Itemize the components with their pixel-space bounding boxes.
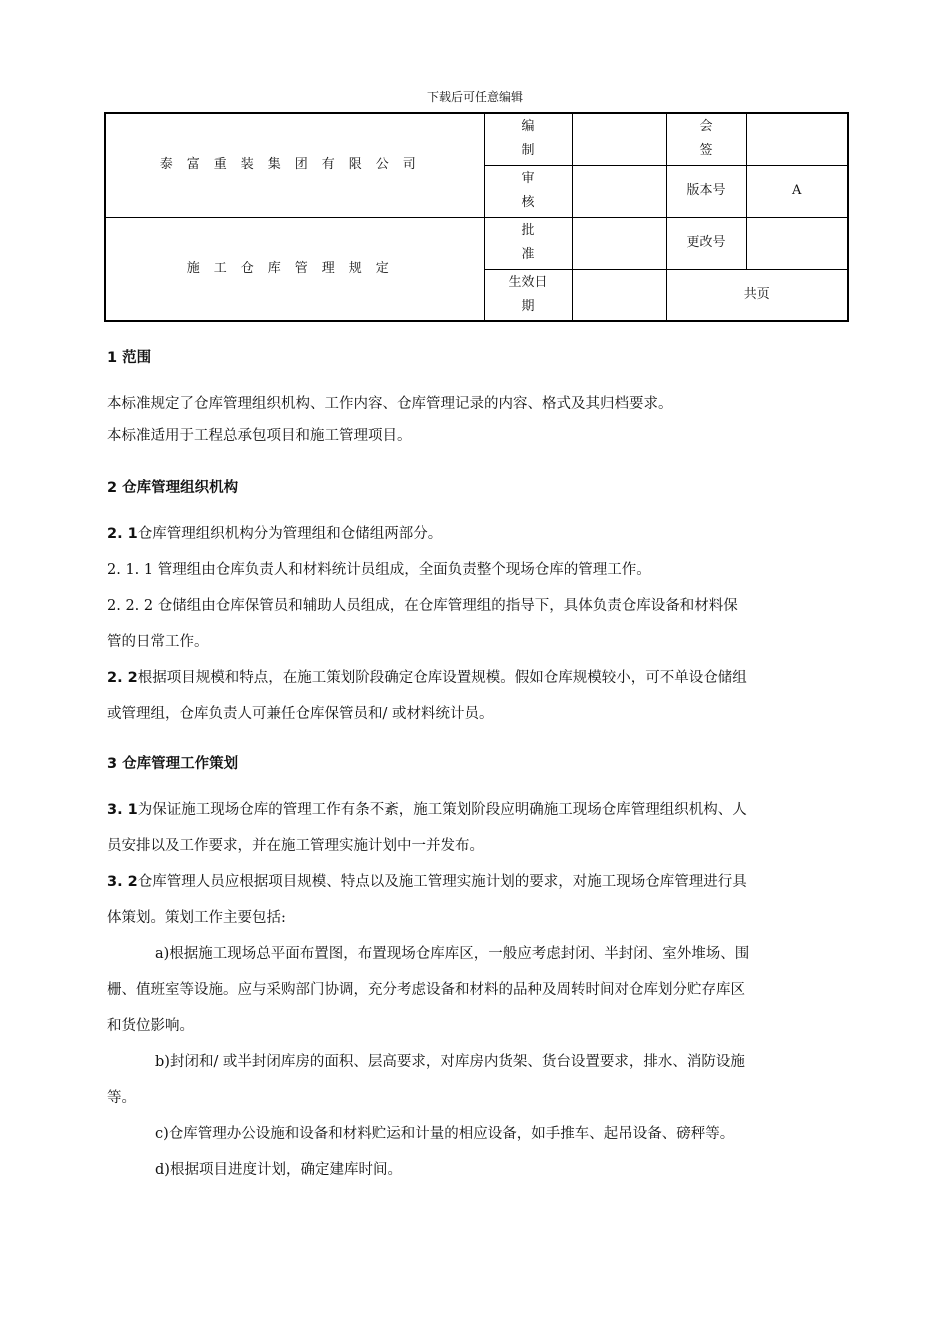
- section-3-1-line-1: 3. 1为保证施工现场仓库的管理工作有条不紊，施工策划阶段应明确施工现场仓库管理组织机构、人: [107, 802, 747, 818]
- countersign-value: [746, 113, 848, 165]
- section-3-title: 3 仓库管理工作策划: [107, 756, 239, 772]
- version-label: 版本号: [666, 165, 746, 217]
- approve-label: 批 准: [484, 217, 572, 269]
- item-b-line-2: 等。: [107, 1090, 136, 1106]
- section-2-2-2-line-2: 管的日常工作。: [107, 634, 209, 650]
- document-header-table: [104, 112, 849, 322]
- section-2-1-1: 2. 1. 1 管理组由仓库负责人和材料统计员组成，全面负责整个现场仓库的管理工作。: [107, 562, 651, 578]
- approve-value: [572, 217, 666, 269]
- item-a-line-3: 和货位影响。: [107, 1018, 194, 1034]
- item-b-line-1: b)封闭和/ 或半封闭库房的面积、层高要求，对库房内货架、货台设置要求，排水、消防设施: [155, 1054, 745, 1070]
- item-a-line-1: a)根据施工现场总平面布置图，布置现场仓库库区，一般应考虑封闭、半封闭、室外堆场、围: [155, 946, 750, 962]
- section-3-2-line-2: 体策划。策划工作主要包括:: [107, 910, 286, 926]
- section-3-1-line-2: 员安排以及工作要求，并在施工管理实施计划中一并发布。: [107, 838, 484, 854]
- section-1-para-2: 本标准适用于工程总承包项目和施工管理项目。: [107, 428, 412, 444]
- item-c: c)仓库管理办公设施和设备和材料贮运和计量的相应设备，如手推车、起吊设备、磅秤等。: [155, 1126, 735, 1142]
- section-2-2-line-1: 2. 2根据项目规模和特点，在施工策划阶段确定仓库设置规模。假如仓库规模较小，可不单设仓储组: [107, 670, 747, 686]
- document-body: [107, 340, 847, 1188]
- section-2-title: 2 仓库管理组织机构: [107, 480, 239, 496]
- section-3-2-line-1: 3. 2仓库管理人员应根据项目规模、特点以及施工管理实施计划的要求，对施工现场仓库管理进行具: [107, 874, 747, 890]
- section-2-1: 2. 1仓库管理组织机构分为管理组和仓储组两部分。: [107, 526, 443, 542]
- page-count: 共页: [666, 269, 848, 321]
- effective-date-value: [572, 269, 666, 321]
- compile-label: 编 制: [484, 113, 572, 165]
- revision-label: 更改号: [666, 217, 746, 269]
- countersign-label: 会 签: [666, 113, 746, 165]
- compile-value: [572, 113, 666, 165]
- revision-value: [746, 217, 848, 269]
- review-label: 审 核: [484, 165, 572, 217]
- item-d: d)根据项目进度计划，确定建库时间。: [155, 1162, 402, 1178]
- section-1-para-1: 本标准规定了仓库管理组织机构、工作内容、仓库管理记录的内容、格式及其归档要求。: [107, 396, 673, 412]
- section-1-title: 1 范围: [107, 350, 152, 366]
- section-2-2-line-2: 或管理组，仓库负责人可兼任仓库保管员和/ 或材料统计员。: [107, 706, 494, 722]
- item-a-line-2: 栅、值班室等设施。应与采购部门协调，充分考虑设备和材料的品种及周转时间对仓库划分贮存库区: [107, 982, 745, 998]
- effective-date-label: 生效日 期: [484, 269, 572, 321]
- document-title: 施工仓库管理规定: [105, 217, 484, 321]
- version-value: A: [746, 165, 848, 217]
- top-note: 下载后可任意编辑: [426, 90, 523, 104]
- section-2-2-2-line-1: 2. 2. 2 仓储组由仓库保管员和辅助人员组成，在仓库管理组的指导下，具体负责仓库设备和材料保: [107, 598, 738, 614]
- review-value: [572, 165, 666, 217]
- company-name: 泰富重装集团有限公司: [105, 113, 484, 217]
